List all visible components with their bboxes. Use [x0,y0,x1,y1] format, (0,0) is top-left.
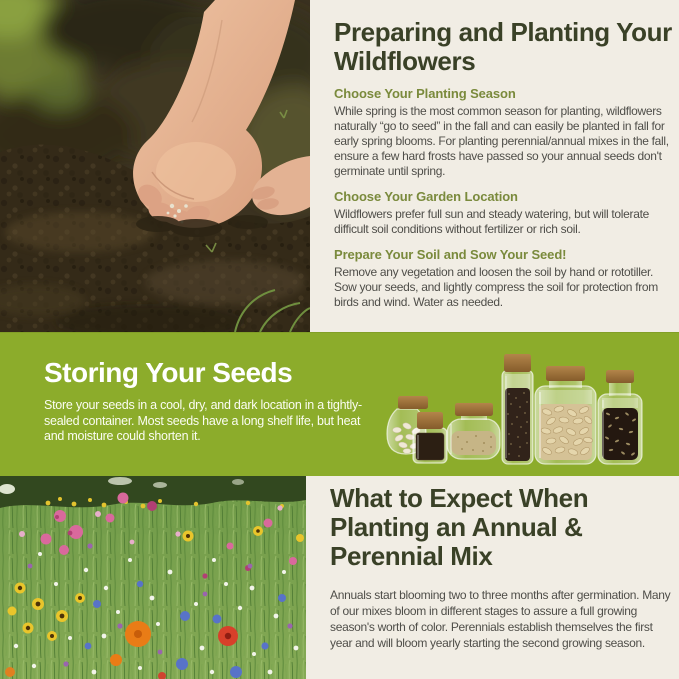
jar-dark-seeds [413,412,447,463]
jar-sunflower-seeds [598,370,642,464]
band-title: Storing Your Seeds [44,357,293,388]
subsection-body-planting-season: While spring is the most common season for planting, wildflowers naturally “go to seed” in the fall and can easily be planted in fall for early spring blooms. For planting perennial/annual mixes in the fall, ensure a few hard frosts have passed so your annual seeds don't germinate until spring. [334,104,669,178]
bottom-text-block [330,484,672,651]
jar-tan-granules [447,403,500,459]
subsection-body-garden-location: Wildflowers prefer full sun and steady watering, but will tolerate difficult soil conditions without fertilizer or rich soil. [334,207,650,236]
top-title: Preparing and Planting Your Wildflowers [334,17,672,76]
bottom-section [0,476,679,679]
bottom-body: Annuals start blooming two to three months after germination. Many of our mixes bloom in different stages to assure a full growing season's worth of color. Perennials establish themselves the first year and will bloom yearly starting the second growing season. [330,588,671,650]
subsection-body-prepare-soil: Remove any vegetation and loosen the soil by hand or rototiller. Sow your seeds, and lightly compress the soil for protection from birds and wind. Water as needed. [334,265,658,309]
storing-seeds-band [0,332,679,477]
planting-photo [0,0,310,332]
top-text-block [334,18,672,310]
band-body: Store your seeds in a cool, dry, and dark location in a tightly-sealed container. Most seeds have a long shelf life, but heat and moisture could shorten it. [44,398,362,443]
wildflower-meadow-photo [0,476,306,679]
subsection-heading-planting-season: Choose Your Planting Season [334,86,516,101]
band-text-block [44,357,362,445]
jar-pumpkin-seeds [535,366,596,464]
bottom-title: What to Expect When Planting an Annual & Perennial Mix [330,483,589,571]
jar-tall-cylinder [502,354,533,464]
top-section [0,0,679,332]
seed-jars-photo [383,346,663,468]
subsection-heading-garden-location: Choose Your Garden Location [334,189,518,204]
subsection-heading-prepare-soil: Prepare Your Soil and Sow Your Seed! [334,247,567,262]
